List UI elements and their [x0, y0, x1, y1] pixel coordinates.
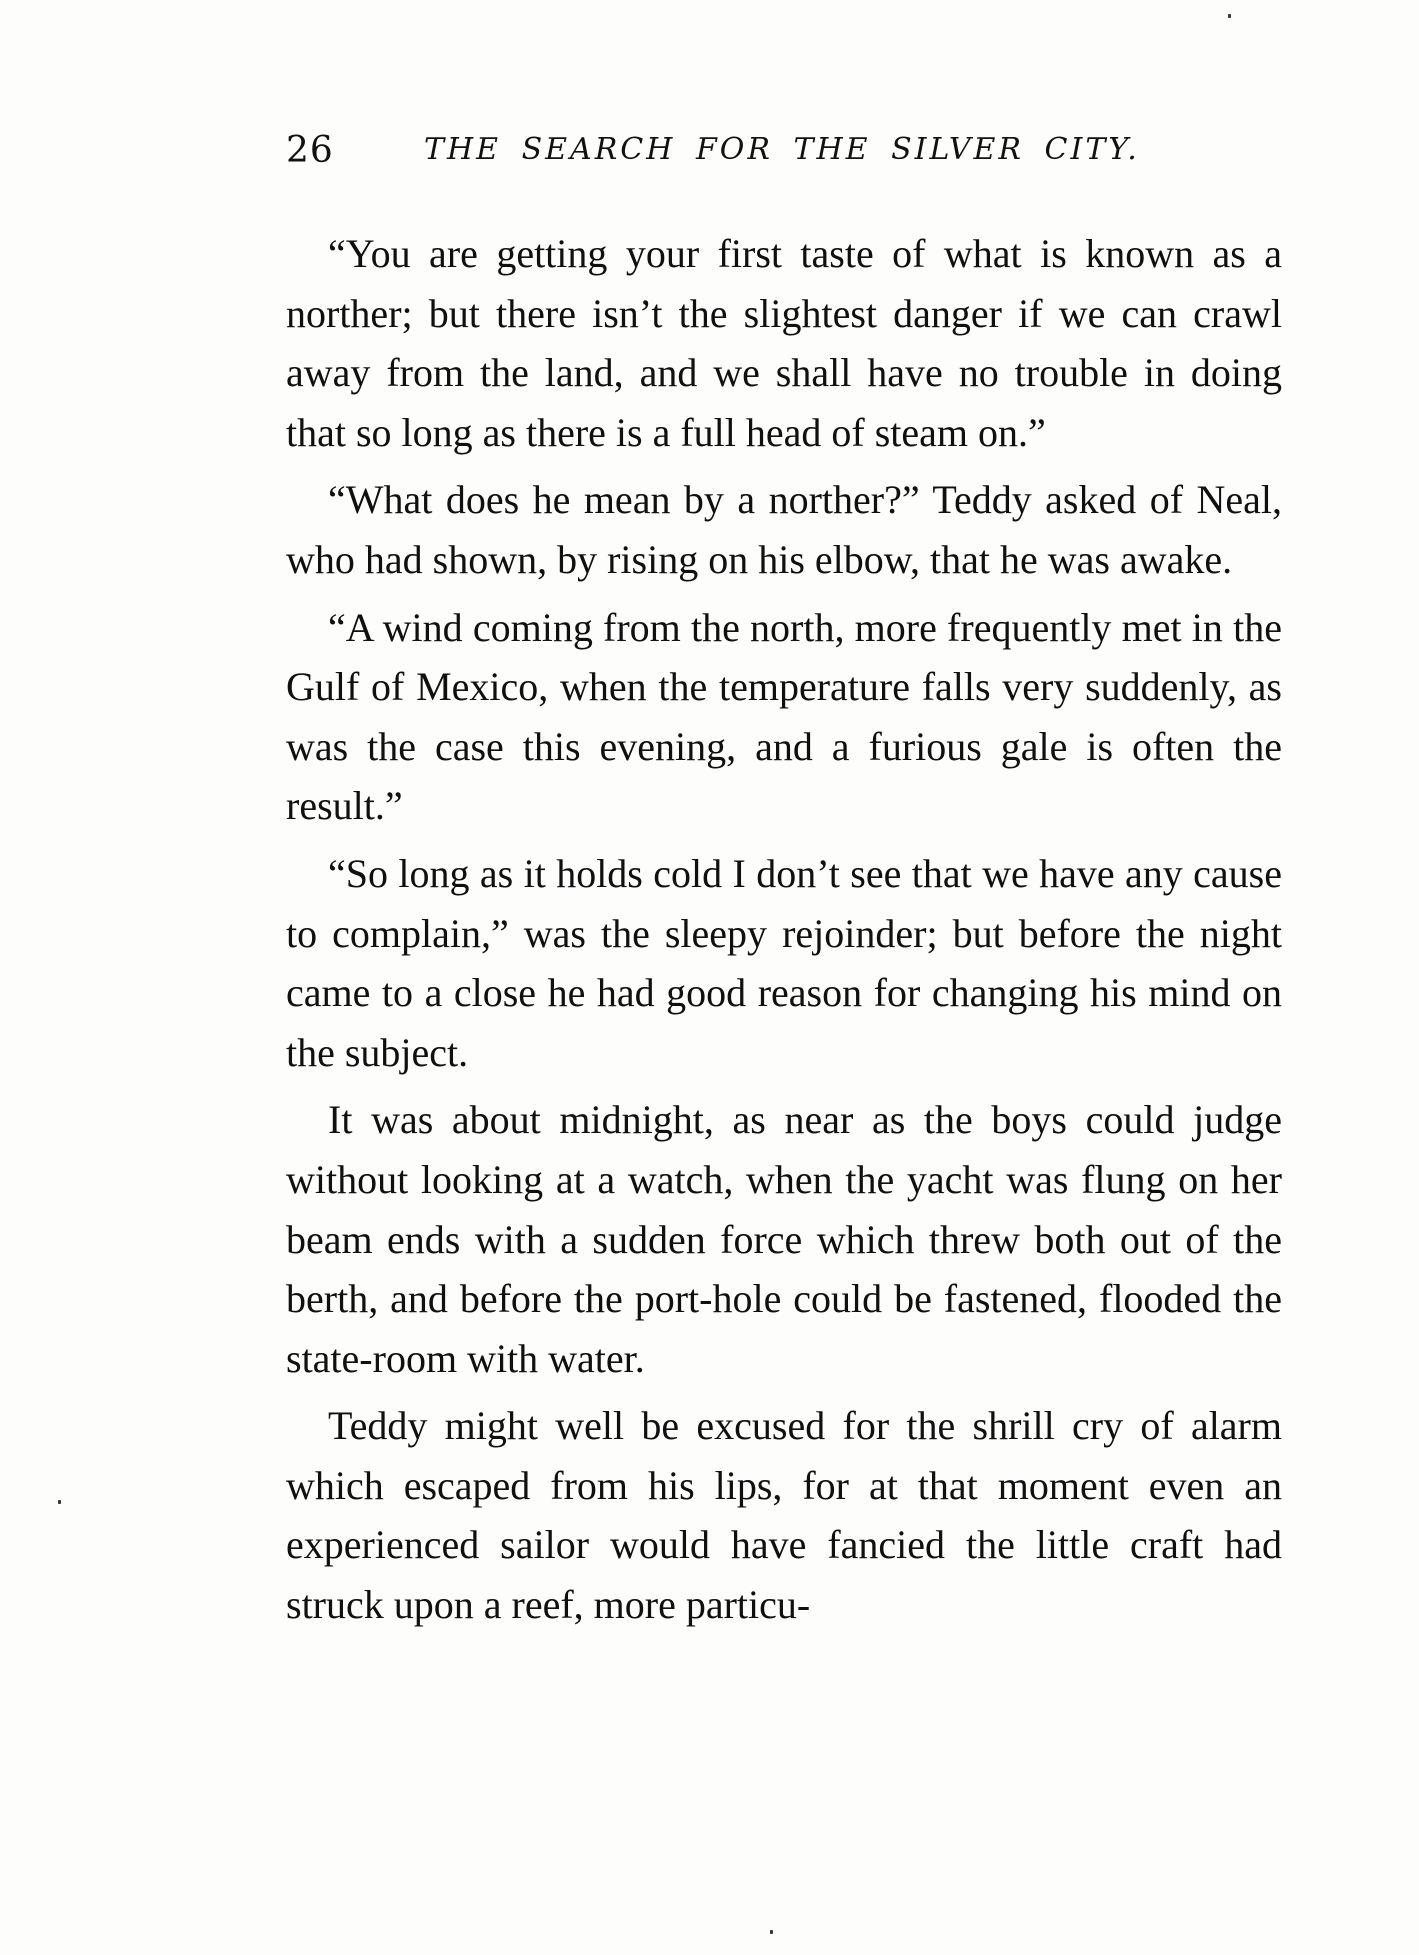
page-number: 26	[286, 130, 334, 171]
scan-speck	[1228, 14, 1231, 18]
paragraph: “So long as it holds cold I don’t see that we have any cause to complain,” was the sleepy rejoinder; but before the night came to a close he had good reason for changing his mind on the subject.	[286, 850, 1282, 1075]
running-title: THE SEARCH FOR THE SILVER CITY.	[424, 132, 1140, 167]
paragraph: “You are getting your first taste of what is known as a norther; but there isn’t the slightest danger if we can crawl away from the land, and we shall have no trouble in doing that so long as there is a full head of steam on.”	[286, 231, 1282, 455]
paragraph: It was about midnight, as near as the boys could judge without looking at a watch, when the yacht was flung on her beam ends with a sudden force which threw both out of the berth, and before the port-hole could be fastened, flooded the state-room with water.	[286, 1097, 1282, 1381]
scan-speck	[58, 1500, 61, 1504]
paragraph: “What does he mean by a norther?” Teddy asked of Neal, who had shown, by rising on his elbow, that he was awake.	[286, 477, 1282, 582]
body-text	[286, 224, 1282, 1635]
page-header	[286, 130, 1286, 180]
paragraph: “A wind coming from the north, more frequently met in the Gulf of Mexico, when the temperature falls very suddenly, as was the case this evening, and a furious gale is often the result.”	[286, 604, 1282, 829]
paragraph: Teddy might well be excused for the shrill cry of alarm which escaped from his lips, for at that moment even an experienced sailor would have fancied the little craft had struck upon a reef, more particu-	[286, 1403, 1282, 1628]
scan-speck	[770, 1930, 773, 1934]
